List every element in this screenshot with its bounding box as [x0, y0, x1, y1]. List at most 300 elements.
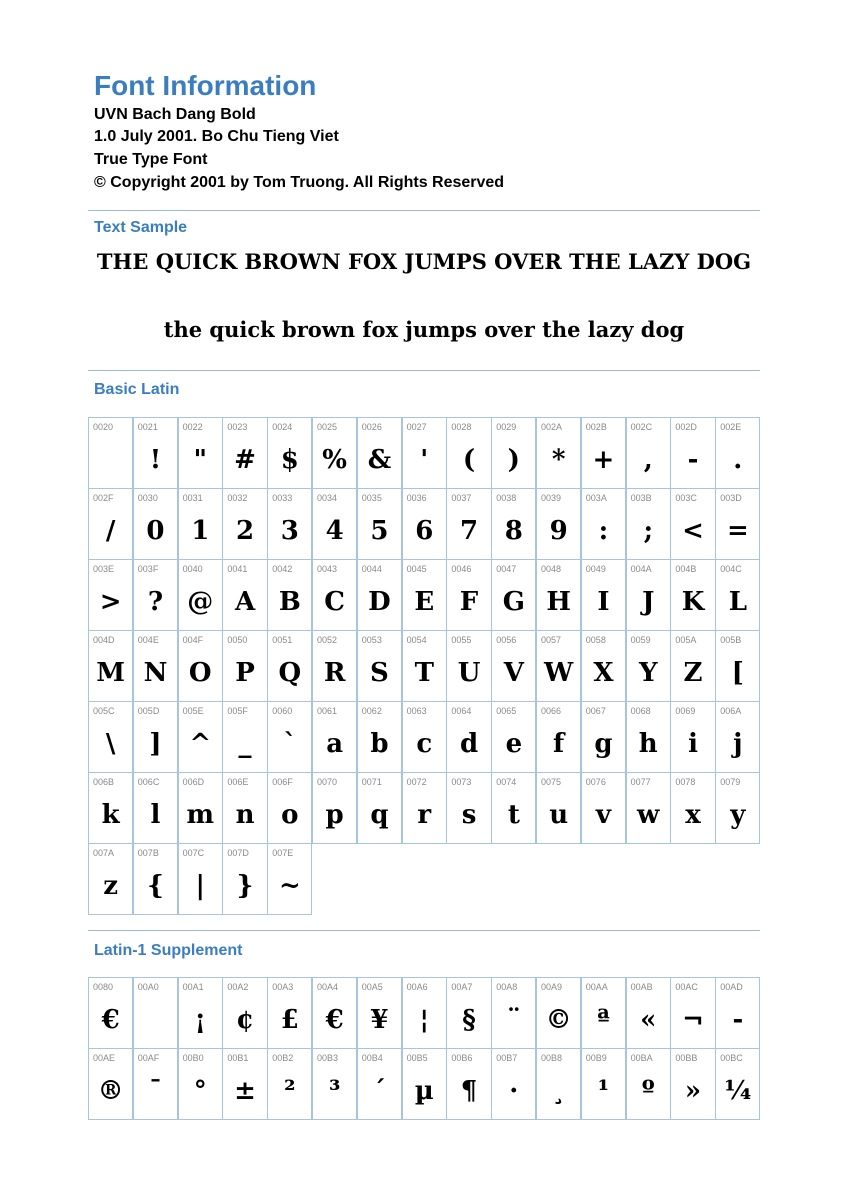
- glyph-character: #: [234, 445, 256, 475]
- glyph-character: H: [546, 587, 571, 617]
- glyph-cell: [267, 630, 312, 702]
- glyph-character: ¹: [597, 1076, 610, 1106]
- glyph-character: G: [502, 587, 525, 617]
- glyph-cell: [312, 417, 357, 489]
- glyph-cell: [357, 630, 402, 702]
- glyph-cell: [402, 772, 447, 844]
- glyph-code: 0045: [406, 564, 427, 574]
- glyph-cell: [88, 701, 133, 773]
- glyph-cell: [222, 630, 267, 702]
- glyph-code: 0052: [317, 635, 338, 645]
- glyph-code: 00A0: [137, 982, 159, 992]
- glyph-code: 003E: [93, 564, 115, 574]
- glyph-character: ^: [189, 729, 212, 759]
- glyph-cell: [133, 630, 178, 702]
- glyph-cell: [267, 1048, 312, 1120]
- glyph-character: Z: [683, 658, 703, 688]
- glyph-code: 007C: [182, 848, 205, 858]
- glyph-code: 00AA: [585, 982, 608, 992]
- glyph-cell: [581, 772, 626, 844]
- glyph-character: ¬: [682, 1005, 704, 1035]
- glyph-cell: [715, 772, 760, 844]
- glyph-code: 0055: [451, 635, 472, 645]
- glyph-code: 003F: [137, 564, 159, 574]
- glyph-cell: [536, 772, 581, 844]
- glyph-code: 003D: [720, 493, 742, 503]
- glyph-character: :: [598, 516, 609, 546]
- glyph-code: 006C: [137, 777, 160, 787]
- glyph-cell: [626, 772, 671, 844]
- glyph-code: 005B: [720, 635, 742, 645]
- glyph-code: 004C: [720, 564, 742, 574]
- glyph-cell: [178, 772, 223, 844]
- glyph-character: `: [283, 729, 297, 759]
- glyph-cell: [402, 559, 447, 631]
- glyph-cell: [446, 701, 491, 773]
- glyph-character: j: [733, 729, 743, 759]
- glyph-character: $: [280, 445, 299, 475]
- glyph-code: 00B1: [227, 1053, 249, 1063]
- glyph-code: 0043: [317, 564, 338, 574]
- glyph-cell: [222, 772, 267, 844]
- glyph-code: 00B2: [272, 1053, 294, 1063]
- glyph-cell: [626, 1048, 671, 1120]
- glyph-character: =: [726, 516, 749, 546]
- glyph-character: ~: [278, 871, 301, 901]
- glyph-cell: [402, 630, 447, 702]
- glyph-character: 5: [370, 516, 389, 546]
- glyph-cell: [626, 488, 671, 560]
- glyph-character: 6: [415, 516, 434, 546]
- glyph-cell: [88, 1048, 133, 1120]
- glyph-character: /: [105, 516, 116, 546]
- glyph-code: 005E: [182, 706, 204, 716]
- glyph-code: 0024: [272, 422, 293, 432]
- glyph-code: 0038: [496, 493, 517, 503]
- glyph-code: 004F: [182, 635, 204, 645]
- glyph-cell: [267, 559, 312, 631]
- glyph-cell: [402, 701, 447, 773]
- glyph-code: 0034: [317, 493, 338, 503]
- glyph-cell: [715, 701, 760, 773]
- glyph-code: 007E: [272, 848, 294, 858]
- glyph-code: 005F: [227, 706, 248, 716]
- glyph-code: 0077: [630, 777, 651, 787]
- glyph-character: A: [234, 587, 256, 617]
- glyph-character: º: [641, 1076, 655, 1106]
- glyph-code: 00A6: [406, 982, 428, 992]
- glyph-character: µ: [414, 1076, 434, 1106]
- glyph-character: &: [367, 445, 392, 475]
- glyph-code: 004B: [675, 564, 697, 574]
- glyph-character: [: [731, 658, 744, 688]
- glyph-cell: [670, 1048, 715, 1120]
- glyph-code: 006B: [93, 777, 115, 787]
- glyph-character: Q: [278, 658, 302, 688]
- glyph-cell: [88, 417, 133, 489]
- glyph-cell: [312, 488, 357, 560]
- glyph-character: P: [235, 658, 255, 688]
- glyph-code: 00B7: [496, 1053, 518, 1063]
- glyph-code: 0033: [272, 493, 293, 503]
- glyph-character: *: [551, 445, 566, 475]
- glyph-code: 00AB: [630, 982, 653, 992]
- glyph-character: W: [544, 658, 574, 688]
- glyph-cell: [536, 977, 581, 1049]
- glyph-code: 0037: [451, 493, 472, 503]
- glyph-cell: [402, 417, 447, 489]
- font-version: 1.0 July 2001. Bo Chu Tieng Viet: [94, 128, 339, 145]
- glyph-cell: [626, 977, 671, 1049]
- glyph-cell: [357, 772, 402, 844]
- glyph-character: ª: [597, 1005, 610, 1035]
- glyph-character: >: [99, 587, 122, 617]
- glyph-character: q: [370, 800, 389, 830]
- glyph-code: 00A7: [451, 982, 473, 992]
- glyph-code: 00A8: [496, 982, 518, 992]
- glyph-code: 0041: [227, 564, 248, 574]
- glyph-code: 004A: [630, 564, 652, 574]
- font-copyright: © Copyright 2001 by Tom Truong. All Rights Reserved: [94, 174, 505, 191]
- glyph-code: 0071: [361, 777, 382, 787]
- glyph-cell: [446, 559, 491, 631]
- glyph-cell: [670, 772, 715, 844]
- glyph-character: ´: [372, 1076, 386, 1106]
- glyph-cell: [626, 701, 671, 773]
- glyph-character: 1: [191, 516, 210, 546]
- glyph-cell: [267, 701, 312, 773]
- font-name: UVN Bach Dang Bold: [94, 106, 256, 123]
- glyph-character: y: [730, 800, 746, 830]
- glyph-code: 0078: [675, 777, 696, 787]
- glyph-code: 0061: [317, 706, 338, 716]
- glyph-code: 0050: [227, 635, 248, 645]
- glyph-character: \: [105, 729, 116, 759]
- glyph-character: ": [193, 445, 208, 475]
- glyph-cell: [626, 559, 671, 631]
- glyph-cell: [267, 843, 312, 915]
- glyph-code: 00B4: [361, 1053, 383, 1063]
- glyph-code: 005C: [93, 706, 115, 716]
- glyph-character: z: [103, 871, 119, 901]
- glyph-character: l: [150, 800, 161, 830]
- glyph-cell: [133, 1048, 178, 1120]
- glyph-character: g: [594, 729, 613, 759]
- glyph-cell: [357, 1048, 402, 1120]
- glyph-cell: [357, 559, 402, 631]
- glyph-cell: [402, 488, 447, 560]
- glyph-character: M: [96, 658, 126, 688]
- glyph-character: (: [462, 445, 476, 475]
- glyph-cell: [133, 772, 178, 844]
- glyph-code: 0047: [496, 564, 517, 574]
- glyph-cell: [715, 488, 760, 560]
- text-sample-heading: Text Sample: [94, 219, 188, 236]
- glyph-cell: [222, 977, 267, 1049]
- glyph-code: 0053: [361, 635, 382, 645]
- glyph-code: 0026: [361, 422, 382, 432]
- glyph-code: 007A: [93, 848, 115, 858]
- glyph-cell: [491, 630, 536, 702]
- glyph-character: s: [461, 800, 477, 830]
- glyph-character: S: [370, 658, 389, 688]
- glyph-code: 006A: [720, 706, 742, 716]
- divider: [88, 210, 760, 211]
- glyph-cell: [312, 1048, 357, 1120]
- glyph-cell: [222, 417, 267, 489]
- glyph-code: 0057: [541, 635, 562, 645]
- glyph-character: a: [326, 729, 344, 759]
- glyph-cell: [88, 772, 133, 844]
- glyph-cell: [178, 977, 223, 1049]
- glyph-character: «: [640, 1005, 657, 1035]
- glyph-cell: [402, 1048, 447, 1120]
- glyph-cell: [491, 701, 536, 773]
- glyph-cell: [178, 843, 223, 915]
- glyph-code: 0080: [93, 982, 114, 992]
- glyph-character: i: [688, 729, 698, 759]
- glyph-cell: [267, 417, 312, 489]
- glyph-cell: [536, 559, 581, 631]
- glyph-cell: [88, 488, 133, 560]
- glyph-code: 00A5: [361, 982, 383, 992]
- glyph-character: 3: [280, 516, 299, 546]
- glyph-character: ¼: [724, 1076, 752, 1106]
- glyph-character: ©: [545, 1005, 572, 1035]
- glyph-cell: [357, 977, 402, 1049]
- glyph-cell: [222, 843, 267, 915]
- glyph-character: E: [414, 587, 435, 617]
- glyph-cell: [670, 488, 715, 560]
- glyph-code: 005A: [675, 635, 697, 645]
- glyph-code: 0020: [93, 422, 114, 432]
- glyph-character: F: [459, 587, 479, 617]
- divider: [88, 930, 760, 931]
- glyph-cell: [491, 772, 536, 844]
- glyph-cell: [670, 417, 715, 489]
- glyph-character: ²: [284, 1076, 296, 1106]
- glyph-code: 00B3: [317, 1053, 339, 1063]
- glyph-character: 2: [235, 516, 255, 546]
- glyph-cell: [88, 630, 133, 702]
- glyph-character: 4: [325, 516, 344, 546]
- glyph-code: 0058: [585, 635, 606, 645]
- glyph-cell: [446, 630, 491, 702]
- glyph-character: -: [732, 1005, 744, 1035]
- glyph-character: J: [642, 587, 655, 617]
- glyph-character: ¡: [194, 1005, 206, 1035]
- glyph-cell: [715, 977, 760, 1049]
- glyph-character: n: [235, 800, 255, 830]
- glyph-code: 0054: [406, 635, 427, 645]
- glyph-code: 00B0: [182, 1053, 204, 1063]
- glyph-character: o: [281, 800, 299, 830]
- glyph-code: 0028: [451, 422, 472, 432]
- glyph-character: x: [685, 800, 701, 830]
- glyph-cell: [715, 559, 760, 631]
- glyph-code: 002B: [585, 422, 607, 432]
- glyph-code: 0044: [361, 564, 382, 574]
- glyph-character: u: [549, 800, 569, 830]
- glyph-code: 003C: [675, 493, 697, 503]
- glyph-character: Y: [638, 658, 658, 688]
- glyph-character: U: [457, 658, 481, 688]
- glyph-code: 0072: [406, 777, 427, 787]
- glyph-code: 00AD: [720, 982, 743, 992]
- glyph-character: §: [462, 1005, 476, 1035]
- glyph-character: !: [149, 445, 162, 475]
- glyph-character: ³: [328, 1076, 341, 1106]
- glyph-code: 005D: [137, 706, 160, 716]
- glyph-code: 0031: [182, 493, 203, 503]
- glyph-code: 0076: [585, 777, 606, 787]
- glyph-cell: [581, 559, 626, 631]
- glyph-cell: [178, 417, 223, 489]
- glyph-cell: [357, 488, 402, 560]
- glyph-character: R: [323, 658, 346, 688]
- glyph-cell: [312, 630, 357, 702]
- glyph-cell: [581, 417, 626, 489]
- glyph-code: 00B6: [451, 1053, 473, 1063]
- glyph-character: b: [370, 729, 389, 759]
- glyph-code: 00B9: [585, 1053, 607, 1063]
- glyph-code: 00BB: [675, 1053, 698, 1063]
- glyph-code: 0035: [361, 493, 382, 503]
- glyph-cell: [446, 1048, 491, 1120]
- glyph-cell: [178, 701, 223, 773]
- glyph-character: I: [597, 587, 610, 617]
- glyph-code: 0025: [317, 422, 338, 432]
- glyph-cell: [715, 630, 760, 702]
- glyph-cell: [88, 559, 133, 631]
- glyph-character: <: [682, 516, 704, 546]
- glyph-code: 006F: [272, 777, 293, 787]
- glyph-character: €: [325, 1005, 344, 1035]
- glyph-code: 002F: [93, 493, 114, 503]
- glyph-cell: [446, 772, 491, 844]
- glyph-code: 0021: [137, 422, 158, 432]
- glyph-cell: [133, 843, 178, 915]
- glyph-code: 0059: [630, 635, 651, 645]
- glyph-code: 0066: [541, 706, 562, 716]
- glyph-character: %: [322, 445, 347, 475]
- glyph-cell: [88, 977, 133, 1049]
- glyph-cell: [536, 417, 581, 489]
- glyph-character: @: [187, 587, 214, 617]
- glyph-character: 7: [459, 516, 479, 546]
- glyph-code: 0022: [182, 422, 203, 432]
- glyph-character: f: [553, 729, 565, 759]
- glyph-cell: [446, 488, 491, 560]
- glyph-code: 00A3: [272, 982, 294, 992]
- glyph-code: 006D: [182, 777, 205, 787]
- glyph-cell: [536, 1048, 581, 1120]
- glyph-cell: [402, 977, 447, 1049]
- glyph-character: B: [278, 587, 301, 617]
- glyph-cell: [267, 977, 312, 1049]
- glyph-cell: [222, 701, 267, 773]
- glyph-cell: [670, 701, 715, 773]
- divider: [88, 370, 760, 371]
- glyph-code: 002E: [720, 422, 742, 432]
- glyph-code: 00B8: [541, 1053, 563, 1063]
- glyph-cell: [670, 559, 715, 631]
- basic-latin-heading: Basic Latin: [94, 381, 180, 398]
- glyph-character: ¯: [148, 1076, 162, 1106]
- glyph-character: C: [324, 587, 345, 617]
- glyph-cell: [536, 630, 581, 702]
- glyph-code: 0051: [272, 635, 293, 645]
- glyph-code: 0067: [585, 706, 606, 716]
- glyph-cell: [446, 977, 491, 1049]
- glyph-character: ?: [147, 587, 164, 617]
- glyph-character: ]: [149, 729, 162, 759]
- glyph-character: X: [593, 658, 614, 688]
- glyph-code: 006E: [227, 777, 249, 787]
- glyph-code: 00AC: [675, 982, 698, 992]
- glyph-character: -: [687, 445, 699, 475]
- glyph-code: 0065: [496, 706, 517, 716]
- glyph-cell: [133, 559, 178, 631]
- glyph-cell: [581, 488, 626, 560]
- glyph-cell: [357, 417, 402, 489]
- glyph-code: 00AF: [137, 1053, 160, 1063]
- glyph-cell: [491, 1048, 536, 1120]
- sample-lowercase: the quick brown fox jumps over the lazy dog: [163, 317, 685, 342]
- glyph-code: 0036: [406, 493, 427, 503]
- glyph-character: V: [503, 658, 524, 688]
- glyph-cell: [581, 701, 626, 773]
- glyph-character: {: [147, 871, 164, 901]
- glyph-character: ,: [643, 445, 653, 475]
- glyph-cell: [581, 630, 626, 702]
- glyph-character: r: [417, 800, 432, 830]
- glyph-code: 007B: [137, 848, 159, 858]
- glyph-character: h: [638, 729, 658, 759]
- glyph-cell: [312, 772, 357, 844]
- glyph-code: 0046: [451, 564, 472, 574]
- glyph-code: 0030: [137, 493, 158, 503]
- glyph-character: d: [459, 729, 479, 759]
- font-title: Font Information: [94, 70, 317, 101]
- glyph-character: c: [416, 729, 433, 759]
- glyph-code: 0074: [496, 777, 517, 787]
- sample-uppercase: THE QUICK BROWN FOX JUMPS OVER THE LAZY DOG: [96, 249, 752, 274]
- glyph-character: e: [505, 729, 523, 759]
- glyph-code: 004D: [93, 635, 115, 645]
- glyph-character: p: [325, 800, 344, 830]
- glyph-character: N: [143, 658, 168, 688]
- glyph-cell: [133, 488, 178, 560]
- glyph-cell: [133, 417, 178, 489]
- glyph-cell: [491, 488, 536, 560]
- glyph-cell: [133, 701, 178, 773]
- glyph-cell: [715, 1048, 760, 1120]
- glyph-character: 9: [549, 516, 568, 546]
- glyph-code: 00A2: [227, 982, 249, 992]
- glyph-code: 0079: [720, 777, 741, 787]
- glyph-character: k: [101, 800, 120, 830]
- glyph-cell: [267, 772, 312, 844]
- glyph-character: D: [368, 587, 391, 617]
- glyph-character: ¦: [419, 1005, 429, 1035]
- glyph-cell: [178, 1048, 223, 1120]
- glyph-code: 002D: [675, 422, 697, 432]
- glyph-cell: [491, 559, 536, 631]
- glyph-cell: [446, 417, 491, 489]
- glyph-code: 0039: [541, 493, 562, 503]
- glyph-character: t: [507, 800, 520, 830]
